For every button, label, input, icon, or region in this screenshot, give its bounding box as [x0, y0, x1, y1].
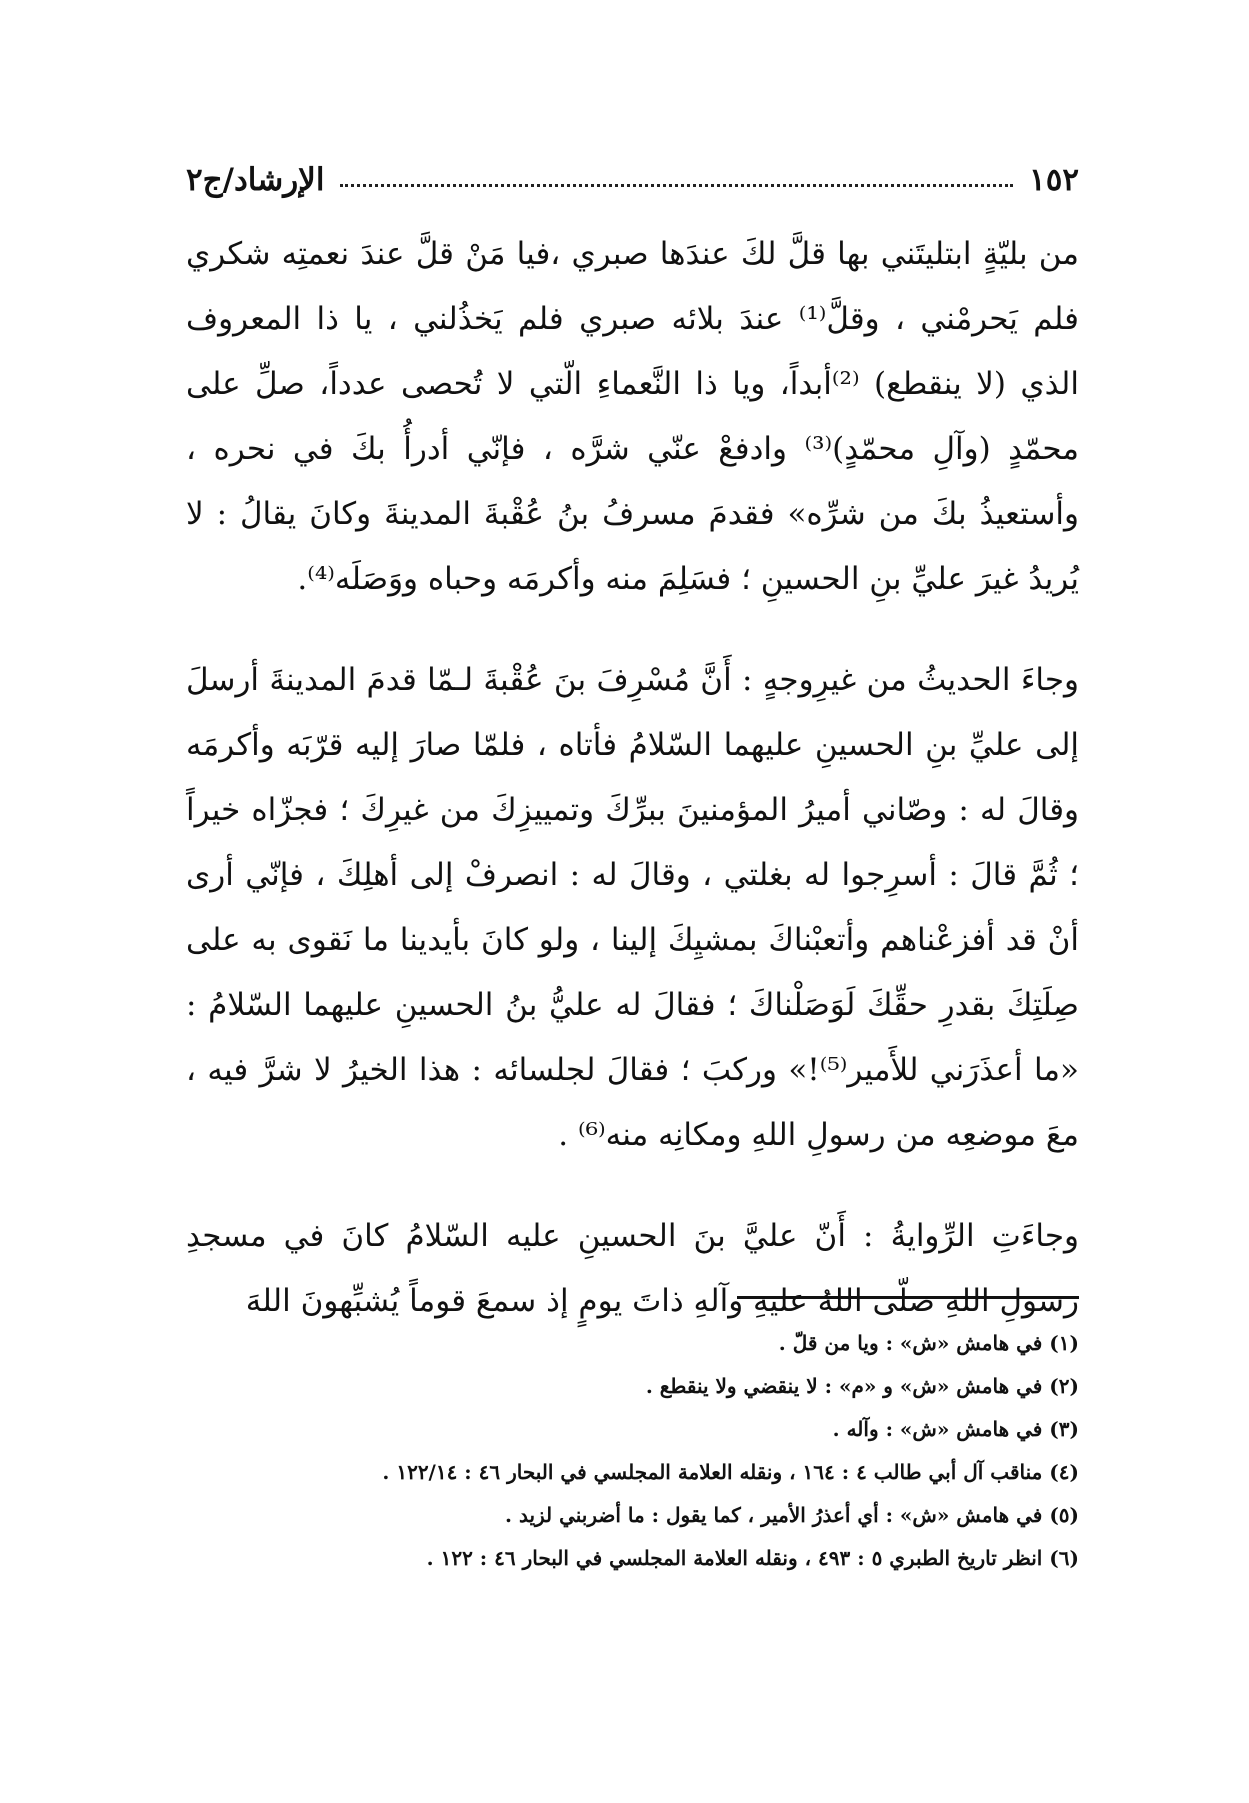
- running-header: [186, 156, 1079, 204]
- footnote: (٢) في هامش «ش» و «م» : لا ينقضي ولا ينقطع .: [645, 1374, 1079, 1398]
- paragraph: وجاءَتِ الرِّوايةُ : أَنّ عليَّ بنَ الحسينِ عليه السّلامُ كانَ في مسجدِ رسولِ اللهِ صلّى اللهُ عليهِ وآلهِ ذاتَ يومٍ إذ سمعَ قوماً يُشبِّهونَ اللهَ: [186, 1218, 1079, 1319]
- footnote: (٦) انظر تاريخ الطبري ٥ : ٤٩٣ ، ونقله العلامة المجلسي في البحار ٤٦ : ١٢٢ .: [426, 1546, 1079, 1570]
- footnote: (٣) في هامش «ش» : وآله .: [832, 1417, 1079, 1441]
- header-dotted-leader: [340, 184, 1013, 187]
- paragraph: وجاءَ الحديثُ من غيرِوجهٍ : أَنَّ مُسْرِفَ بنَ عُقْبةَ لـمّا قدمَ المدينةَ أرسلَ إلى عليِّ بنِ الحسينِ عليهما السّلامُ فأتاه ، فلمّا صارَ إليه قرّبَه وأكرمَه وقالَ له : وصّاني أميرُ المؤمنينَ ببرِّكَ وتمييزِكَ من غيرِكَ ؛ فجزّاه خيراً ؛ ثُمَّ قالَ : أسرِجوا له بغلتي ، وقالَ له : انصرفْ إلى أهلِكَ ، فإنّي أرى أنْ قد أفزعْناهم وأتعبْناكَ بمشيِكَ إلينا ، ولو كانَ بأيدينا ما نَقوى به على صِلَتِكَ بقدرِ حقِّكَ لَوَصَلْناكَ ؛ فقالَ له عليُّ بنُ الحسينِ عليهما السّلامُ : «ما أعذَرَني للأَمير⁽⁵⁾!» وركبَ ؛ فقالَ لجلسائه : هذا الخيرُ لا شرَّ فيه ، معَ موضعِه من رسولِ اللهِ ومكانِه منه⁽⁶⁾ .: [186, 662, 1079, 1153]
- footnote: (١) في هامش «ش» : ويا من قلّ .: [778, 1331, 1079, 1355]
- footnote: (٤) مناقب آل أبي طالب ٤ : ١٦٤ ، ونقله العلامة المجلسي في البحار ٤٦ : ١٢٢/١٤ .: [382, 1460, 1079, 1484]
- paragraph: من بليّةٍ ابتليتَني بها قلَّ لكَ عندَها صبري ،فيا مَنْ قلَّ عندَ نعمتِه شكري فلم يَحرمْني ، وقلَّ⁽¹⁾ عندَ بلائه صبري فلم يَخذُلني ، يا ذا المعروف الذي (لا ينقطع) ⁽²⁾أبداً، ويا ذا النَّعماءِ الّتي لا تُحصى عدداً، صلِّ على محمّدٍ (وآلِ محمّدٍ)⁽³⁾ وادفعْ عنّي شرَّه ، فإنّي أدرأُ بكَ في نحره ، وأستعيذُ بكَ من شرِّه» فقدمَ مسرفُ بنُ عُقْبةَ المدينةَ وكانَ يقالُ : لا يُريدُ غيرَ عليِّ بنِ الحسينِ ؛ فسَلِمَ منه وأكرمَه وحباه ووَصَلَه⁽⁴⁾.: [186, 236, 1079, 597]
- footnotes: [186, 1322, 1079, 1580]
- footnote-separator: [737, 1296, 1079, 1299]
- footnote: (٥) في هامش «ش» : أي أعذرُ الأمير ، كما يقول : ما أضربني لزيد .: [505, 1503, 1079, 1527]
- book-title: الإرشاد/ج٢: [186, 162, 325, 198]
- page-number: ١٥٢: [1029, 162, 1079, 198]
- main-text: [186, 222, 1079, 1334]
